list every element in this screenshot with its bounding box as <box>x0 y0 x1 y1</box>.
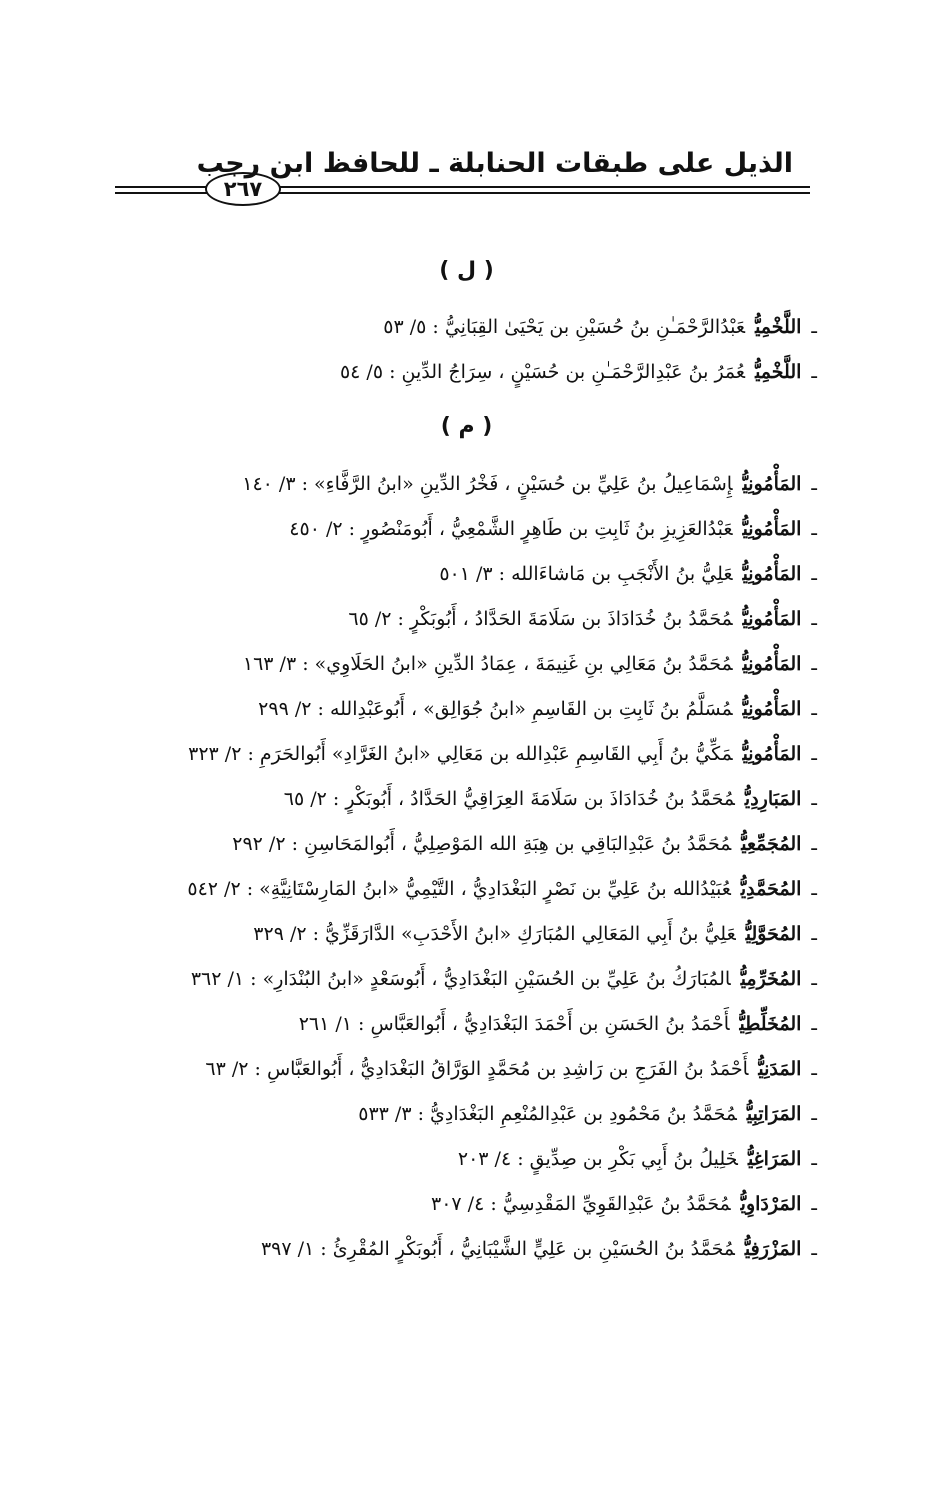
index-entry: ـالمَأْمُونِيُّمَكِّيُّ بنُ أَبِي القَاسِمِ عَبْدِالله بن مَعَالِي «ابنُ الغَرَّادِ» أَبُوالحَرَمِ : ٢/ ٣٢٣ <box>188 743 817 765</box>
entry-nisba: المَبَارِدِيُّ <box>744 788 802 810</box>
entry-text: أَحْمَدُ بنُ الحَسَنِ بن أَحْمَدَ البَغْدَادِيُّ ، أَبُوالعَبَّاسِ : ١/ ٢٦١ <box>298 1013 730 1035</box>
entry-text: عَلِيُّ بنُ أَبِي المَعَالِي المُبَارَكِ «ابنُ الأَحْدَبِ» الدَّارَقَزِّيُّ : ٢/ ٣٢٩ <box>253 923 736 945</box>
index-entry: ـالمَرَاتِبِيُّمُحَمَّدُ بنُ مَحْمُودِ بن عَبْدِالمُنْعِمِ البَغْدَادِيُّ : ٣/ ٥٣٣ <box>358 1103 817 1125</box>
entry-text: عَبْدُالرَّحْمَـٰنِ بنُ حُسَيْنِ بن يَحْيَىٰ القِبَانِيُّ : ٥/ ٥٣ <box>383 316 746 338</box>
index-entry: ـالمُخَلِّطِيُّأَحْمَدُ بنُ الحَسَنِ بن أَحْمَدَ البَغْدَادِيُّ ، أَبُوالعَبَّاسِ : ١/ ٢٦١ <box>298 1013 817 1035</box>
index-entry: ـالمُحَوَّلِيُّعَلِيُّ بنُ أَبِي المَعَالِي المُبَارَكِ «ابنُ الأَحْدَبِ» الدَّارَقَزِّيُّ : ٢/ ٣٢٩ <box>253 923 817 945</box>
entry-nisba: المُخَلِّطِيُّ <box>739 1013 802 1035</box>
index-entry: ـالمَأْمُونِيُّعَلِيُّ بنُ الأَنْجَبِ بن مَاشاءَالله : ٣/ ٥٠١ <box>439 563 817 585</box>
entry-text: إِسْمَاعِيلُ بنُ عَلِيِّ بن حُسَيْنٍ ، فَخْرُ الدِّينِ «ابنُ الرَّفَّاءِ» : ٣/ ١٤٠ <box>242 473 733 495</box>
index-entry: ـاللَّخْمِيُّعُمَرُ بنُ عَبْدِالرَّحْمَـٰنِ بن حُسَيْنٍ ، سِرَاجُ الدِّينِ : ٥/ ٥٤ <box>339 361 817 383</box>
entry-text: مُحَمَّدُ بنُ عَبْدِالبَاقِي بن هِبَةِ الله المَوْصِلِيُّ ، أَبُوالمَحَاسِنِ : ٢/ ٢٩٢ <box>232 833 732 855</box>
entry-text: عَلِيُّ بنُ الأَنْجَبِ بن مَاشاءَالله : ٣/ ٥٠١ <box>439 563 733 585</box>
index-entry: ـالمَأْمُونِيُّمُسَلَّمُ بنُ ثَابِتِ بن القَاسِمِ «ابنُ جُوَالِق» ، أَبُوعَبْدِالله : ٢/ ٢٩٩ <box>258 698 817 720</box>
entry-text: مُحَمَّدُ بنُ خُدَادَاذَ بن سَلَامَةَ العِرَاقِيُّ الحَدَّادُ ، أَبُوبَكْرٍ : ٢/ ٦٥ <box>283 788 735 810</box>
rule-line <box>279 192 810 194</box>
entry-nisba: المُحَمَّدِيُّ <box>740 878 802 900</box>
running-title: الذيل على طبقات الحنابلة ـ للحافظ ابن رجب <box>196 148 793 179</box>
entry-text: مُحَمَّدُ بنُ مَعَالِي بنِ غَنِيمَةَ ، عِمَادُ الدِّينِ «ابنُ الحَلَاوِي» : ٣/ ١٦٣ <box>242 653 733 675</box>
entry-text: مُحَمَّدُ بنُ عَبْدِالقَوِيِّ المَقْدِسِيُّ : ٤/ ٣٠٧ <box>431 1193 731 1215</box>
section-letter-mim: ( م ) <box>440 414 493 439</box>
entry-nisba: المُجَمِّعِيُّ <box>741 833 802 855</box>
entry-nisba: المَأْمُونِيُّ <box>742 563 802 585</box>
index-entry: ـالمَأْمُونِيُّعَبْدُالعَزِيزِ بنُ ثَابِتِ بن طَاهِرٍ الشَّمْعِيُّ ، أَبُومَنْصُورٍ : ٢/ ٤٥٠ <box>289 518 817 540</box>
entry-nisba: المُحَوَّلِيُّ <box>745 923 802 945</box>
entry-nisba: اللَّخْمِيُّ <box>755 316 802 338</box>
entry-text: خَلِيلُ بنُ أَبِي بَكْرِ بن صِدِّيقٍ : ٤/ ٢٠٣ <box>457 1148 738 1170</box>
entry-nisba: المَأْمُونِيُّ <box>742 743 802 765</box>
entry-nisba: المَأْمُونِيُّ <box>742 518 802 540</box>
entry-text: مُحَمَّدُ بنُ مَحْمُودِ بن عَبْدِالمُنْعِمِ البَغْدَادِيُّ : ٣/ ٥٣٣ <box>358 1103 737 1125</box>
entry-nisba: المَدَنِيُّ <box>758 1058 802 1080</box>
entry-nisba: المَزْرَفِيُّ <box>744 1238 802 1260</box>
entry-nisba: اللَّخْمِيُّ <box>755 361 802 383</box>
rule-line <box>115 192 207 194</box>
index-entry: ـالمَرَاغِيُّخَلِيلُ بنُ أَبِي بَكْرِ بن صِدِّيقٍ : ٤/ ٢٠٣ <box>457 1148 817 1170</box>
entry-nisba: المَأْمُونِيُّ <box>742 653 802 675</box>
entry-text: عُبَيْدُالله بنُ عَلِيِّ بن نَصْرٍ البَغْدَادِيُّ ، التَّيْمِيُّ «ابنُ المَارِسْتَانِيَّةِ» : ٢/ ٥٤٢ <box>187 878 731 900</box>
index-entry: ـالمَبَارِدِيُّمُحَمَّدُ بنُ خُدَادَاذَ بن سَلَامَةَ العِرَاقِيُّ الحَدَّادُ ، أَبُوبَكْرٍ : ٢/ ٦٥ <box>283 788 817 810</box>
page-number: ٢٦٧ <box>205 172 281 206</box>
section-letter-lam: ( ل ) <box>439 258 494 283</box>
rule-line <box>115 186 207 188</box>
entry-nisba: المَرَاغِيُّ <box>747 1148 802 1170</box>
entry-text: مَكِّيُّ بنُ أَبِي القَاسِمِ عَبْدِالله بن مَعَالِي «ابنُ الغَرَّادِ» أَبُوالحَرَمِ : ٢/ ٣٢٣ <box>188 743 733 765</box>
entry-nisba: المَأْمُونِيُّ <box>742 473 802 495</box>
entry-nisba: المَرَاتِبِيُّ <box>746 1103 802 1125</box>
index-entry: ـالمَزْرَفِيُّمُحَمَّدُ بنُ الحُسَيْنِ بن عَلِيٍّ الشَّيْبَانِيُّ ، أَبُوبَكْرٍ المُقْرِئُ : ١/ ٣٩٧ <box>260 1238 817 1260</box>
entry-text: مُحَمَّدُ بنُ الحُسَيْنِ بن عَلِيٍّ الشَّيْبَانِيُّ ، أَبُوبَكْرٍ المُقْرِئُ : ١/ ٣٩٧ <box>260 1238 735 1260</box>
index-entry: ـالمَأْمُونِيُّإِسْمَاعِيلُ بنُ عَلِيِّ بن حُسَيْنٍ ، فَخْرُ الدِّينِ «ابنُ الرَّفَّاءِ» : ٣/ ١٤٠ <box>242 473 817 495</box>
entry-text: أَحْمَدُ بنُ الفَرَجِ بن رَاشِدِ بن مُحَمَّدٍ الوَرَّاقُ البَغْدَادِيُّ ، أَبُوالعَبَّاسِ : ٢/ ٦٣ <box>205 1058 749 1080</box>
index-entry: ـالمَأْمُونِيُّمُحَمَّدُ بنُ مَعَالِي بنِ غَنِيمَةَ ، عِمَادُ الدِّينِ «ابنُ الحَلَاوِي» : ٣/ ١٦٣ <box>242 653 817 675</box>
index-entry: ـاللَّخْمِيُّعَبْدُالرَّحْمَـٰنِ بنُ حُسَيْنِ بن يَحْيَىٰ القِبَانِيُّ : ٥/ ٥٣ <box>383 316 817 338</box>
entry-text: عَبْدُالعَزِيزِ بنُ ثَابِتِ بن طَاهِرٍ الشَّمْعِيُّ ، أَبُومَنْصُورٍ : ٢/ ٤٥٠ <box>289 518 733 540</box>
entry-text: عُمَرُ بنُ عَبْدِالرَّحْمَـٰنِ بن حُسَيْنٍ ، سِرَاجُ الدِّينِ : ٥/ ٥٤ <box>339 361 746 383</box>
entry-nisba: المُخَرِّمِيُّ <box>740 968 802 990</box>
index-entry: ـالمُحَمَّدِيُّعُبَيْدُالله بنُ عَلِيِّ بن نَصْرٍ البَغْدَادِيُّ ، التَّيْمِيُّ «ابنُ المَارِسْتَانِيَّةِ» : ٢/ ٥٤٢ <box>187 878 817 900</box>
rule-line <box>279 186 810 188</box>
index-entry: ـالمَأْمُونِيُّمُحَمَّدُ بنُ خُدَادَاذَ بن سَلَامَةَ الحَدَّادُ ، أَبُوبَكْرٍ : ٢/ ٦٥ <box>348 608 817 630</box>
entry-nisba: المَأْمُونِيُّ <box>742 608 802 630</box>
index-entry: ـالمُجَمِّعِيُّمُحَمَّدُ بنُ عَبْدِالبَاقِي بن هِبَةِ الله المَوْصِلِيُّ ، أَبُوالمَحَاسِنِ : ٢/ ٢٩٢ <box>232 833 817 855</box>
index-entry: ـالمَدَنِيُّأَحْمَدُ بنُ الفَرَجِ بن رَاشِدِ بن مُحَمَّدٍ الوَرَّاقُ البَغْدَادِيُّ ، أَبُوالعَبَّاسِ : ٢/ ٦٣ <box>205 1058 817 1080</box>
index-entry: ـالمَرْدَاوِيُّمُحَمَّدُ بنُ عَبْدِالقَوِيِّ المَقْدِسِيُّ : ٤/ ٣٠٧ <box>431 1193 817 1215</box>
entry-nisba: المَأْمُونِيُّ <box>742 698 802 720</box>
header-rule <box>115 172 810 212</box>
entry-nisba: المَرْدَاوِيُّ <box>740 1193 802 1215</box>
entry-text: مُحَمَّدُ بنُ خُدَادَاذَ بن سَلَامَةَ الحَدَّادُ ، أَبُوبَكْرٍ : ٢/ ٦٥ <box>348 608 733 630</box>
entry-text: مُسَلَّمُ بنُ ثَابِتِ بن القَاسِمِ «ابنُ جُوَالِق» ، أَبُوعَبْدِالله : ٢/ ٢٩٩ <box>258 698 733 720</box>
index-entry: ـالمُخَرِّمِيُّالمُبَارَكُ بنُ عَلِيِّ بن الحُسَيْنِ البَغْدَادِيُّ ، أَبُوسَعْدٍ «ابنُ البُنْدَارِ» : ١/ ٣٦٢ <box>190 968 817 990</box>
entry-text: المُبَارَكُ بنُ عَلِيِّ بن الحُسَيْنِ البَغْدَادِيُّ ، أَبُوسَعْدٍ «ابنُ البُنْدَارِ» : ١/ ٣٦٢ <box>190 968 731 990</box>
